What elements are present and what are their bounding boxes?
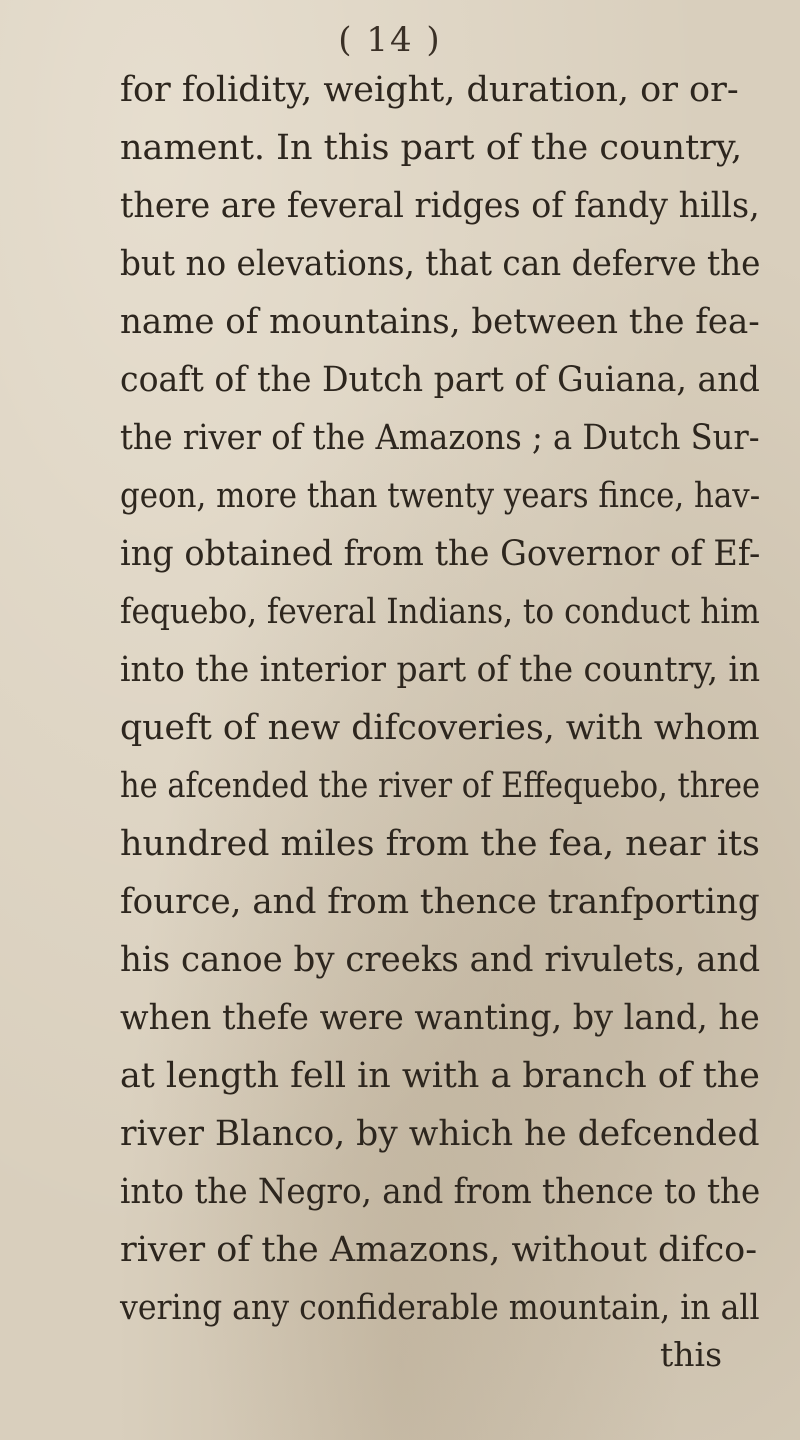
text-line: there are feveral ridges of fandy hills, (120, 186, 760, 226)
text-line: but no elevations, that can deferve the (120, 244, 761, 284)
text-line: for folidity, weight, duration, or or- (120, 70, 739, 110)
text-line: coaft of the Dutch part of Guiana, and (120, 360, 760, 400)
catchword: this (660, 1335, 723, 1374)
text-line: his canoe by creeks and rivulets, and (120, 940, 761, 980)
text-line: fequebo, feveral Indians, to conduct him (120, 592, 760, 632)
text-line: when thefe were wanting, by land, he (120, 998, 760, 1038)
text-line: into the Negro, and from thence to the (120, 1172, 761, 1212)
text-line: fource, and from thence tranfporting (120, 882, 760, 922)
text-line: the river of the Amazons ; a Dutch Sur- (120, 418, 760, 458)
text-line: ing obtained from the Governor of Ef- (120, 534, 761, 574)
text-line: he afcended the river of Effequebo, three (120, 766, 761, 806)
text-line: vering any confiderable mountain, in all (120, 1288, 760, 1328)
text-line: at length fell in with a branch of the (120, 1056, 760, 1096)
page-number: ( 14 ) (338, 20, 442, 60)
text-line: river of the Amazons, without difco- (120, 1230, 758, 1270)
text-line: queft of new difcoveries, with whom (120, 708, 760, 748)
text-line: river Blanco, by which he defcended (120, 1114, 760, 1154)
text-line: into the interior part of the country, in (120, 650, 761, 690)
text-line: geon, more than twenty years fince, hav- (120, 476, 761, 516)
text-line: nament. In this part of the country, (120, 128, 743, 168)
text-line: hundred miles from the fea, near its (120, 824, 760, 864)
text-line: name of mountains, between the fea- (120, 302, 760, 342)
